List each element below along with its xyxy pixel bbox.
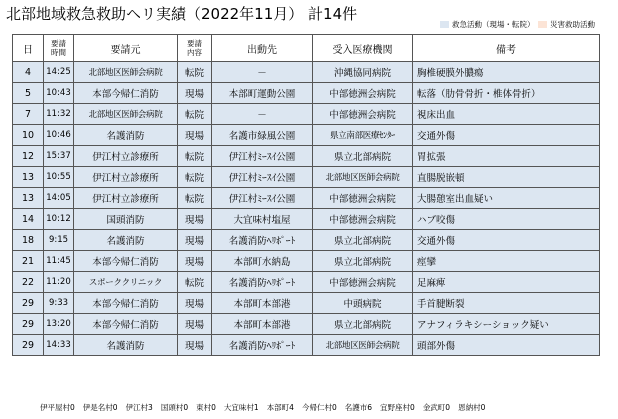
page-title: 北部地域救急救助ヘリ実績（2022年11月） 計14件 — [6, 5, 358, 23]
cell-notes: アナフィラキシーショック疑い — [413, 314, 600, 335]
municipality-count: 今帰仁村0 — [301, 403, 337, 412]
legend-label-disaster: 災害救助活動 — [550, 20, 595, 29]
header-hospital: 受入医療機関 — [313, 35, 413, 62]
cell-notes: ハブ咬傷 — [413, 209, 600, 230]
municipality-count: 東村0 — [196, 403, 216, 412]
cell-destination: 名護消防ﾍﾘﾎﾟｰﾄ — [212, 272, 313, 293]
municipality-count: 伊江村3 — [125, 403, 153, 412]
cell-notes: 転落（肋骨骨折・椎体骨折） — [413, 83, 600, 104]
cell-destination: 本部町本部港 — [212, 293, 313, 314]
cell-time: 10:55 — [44, 167, 74, 188]
table-row — [13, 62, 600, 83]
municipality-count: 恩納村0 — [458, 403, 486, 412]
cell-notes: 大腸憩室出血疑い — [413, 188, 600, 209]
cell-day: 4 — [13, 62, 44, 83]
cell-hospital: 県立北部病院 — [313, 314, 413, 335]
cell-content: 転院 — [178, 272, 212, 293]
cell-day: 12 — [13, 146, 44, 167]
cell-destination: 伊江村ﾐｰｽｲ公園 — [212, 146, 313, 167]
cell-day: 13 — [13, 188, 44, 209]
cell-destination: 伊江村ﾐｰｽｲ公園 — [212, 188, 313, 209]
cell-requester: 伊江村立診療所 — [74, 188, 178, 209]
cell-content: 現場 — [178, 83, 212, 104]
table-row — [13, 83, 600, 104]
cell-day: 18 — [13, 230, 44, 251]
cell-requester: 国頭消防 — [74, 209, 178, 230]
cell-destination: 名護消防ﾍﾘﾎﾟｰﾄ — [212, 230, 313, 251]
cell-destination: 伊江村ﾐｰｽｲ公園 — [212, 167, 313, 188]
header-notes: 備考 — [413, 35, 600, 62]
cell-day: 29 — [13, 335, 44, 356]
cell-time: 10:46 — [44, 125, 74, 146]
cell-requester: 北部地区医師会病院 — [74, 104, 178, 125]
table-row — [13, 230, 600, 251]
municipality-count: 大宜味村1 — [223, 403, 259, 412]
municipality-count: 国頭村0 — [160, 403, 189, 412]
cell-notes: 視床出血 — [413, 104, 600, 125]
municipality-count: 金武町0 — [422, 403, 451, 412]
cell-content: 現場 — [178, 335, 212, 356]
table-row — [13, 104, 600, 125]
cell-hospital: 県立北部病院 — [313, 146, 413, 167]
table-row — [13, 209, 600, 230]
legend-swatch-rescue — [440, 21, 449, 28]
cell-notes: 手首腱断裂 — [413, 293, 600, 314]
table-row — [13, 314, 600, 335]
table-row — [13, 335, 600, 356]
cell-requester: 伊江村立診療所 — [74, 167, 178, 188]
cell-hospital: 中部徳洲会病院 — [313, 188, 413, 209]
cell-time: 13:20 — [44, 314, 74, 335]
cell-destination: 名護市緑風公園 — [212, 125, 313, 146]
cell-requester: 本部今帰仁消防 — [74, 314, 178, 335]
cell-day: 7 — [13, 104, 44, 125]
table-header-row — [13, 35, 600, 62]
cell-day: 29 — [13, 293, 44, 314]
cell-hospital: 県立南部医療ｾﾝﾀｰ — [313, 125, 413, 146]
cell-notes: 足麻痺 — [413, 272, 600, 293]
cell-day: 10 — [13, 125, 44, 146]
cell-notes: 胸椎硬膜外膿瘍 — [413, 62, 600, 83]
cell-time: 11:32 — [44, 104, 74, 125]
header-day: 日 — [13, 35, 44, 62]
table-row — [13, 251, 600, 272]
header-requester: 要請元 — [74, 35, 178, 62]
cell-hospital: 北部地区医師会病院 — [313, 335, 413, 356]
cell-requester: 名護消防 — [74, 230, 178, 251]
municipality-count: 伊是名村0 — [82, 403, 118, 412]
cell-requester: 名護消防 — [74, 335, 178, 356]
cell-requester: 本部今帰仁消防 — [74, 293, 178, 314]
cell-content: 現場 — [178, 125, 212, 146]
cell-requester: 本部今帰仁消防 — [74, 251, 178, 272]
municipality-counts — [40, 402, 485, 413]
cell-hospital: 中部徳洲会病院 — [313, 209, 413, 230]
cell-destination: － — [212, 62, 313, 83]
cell-time: 9:15 — [44, 230, 74, 251]
cell-notes: 直腸脱嵌頓 — [413, 167, 600, 188]
cell-requester: スポーククリニック — [74, 272, 178, 293]
cell-requester: 北部地区医師会病院 — [74, 62, 178, 83]
cell-day: 5 — [13, 83, 44, 104]
cell-time: 14:33 — [44, 335, 74, 356]
cell-destination: － — [212, 104, 313, 125]
cell-hospital: 中部徳洲会病院 — [313, 104, 413, 125]
cell-content: 現場 — [178, 209, 212, 230]
table-row — [13, 272, 600, 293]
municipality-count: 本部町4 — [266, 403, 294, 412]
cell-requester: 伊江村立診療所 — [74, 146, 178, 167]
header-destination: 出動先 — [212, 35, 313, 62]
cell-time: 11:20 — [44, 272, 74, 293]
cell-content: 現場 — [178, 293, 212, 314]
legend-label-rescue: 救急活動（現場・転院） — [452, 20, 535, 29]
cell-hospital: 中頭病院 — [313, 293, 413, 314]
municipality-count: 宜野座村0 — [380, 403, 415, 412]
table-row — [13, 188, 600, 209]
cell-hospital: 北部地区医師会病院 — [313, 167, 413, 188]
table-row — [13, 293, 600, 314]
header-content: 要請 内容 — [178, 35, 212, 62]
cell-notes: 頭部外傷 — [413, 335, 600, 356]
cell-hospital: 県立北部病院 — [313, 230, 413, 251]
cell-time: 11:45 — [44, 251, 74, 272]
legend-swatch-disaster — [538, 21, 547, 28]
cell-day: 13 — [13, 167, 44, 188]
cell-hospital: 中部徳洲会病院 — [313, 272, 413, 293]
cell-content: 現場 — [178, 251, 212, 272]
cell-notes: 交通外傷 — [413, 125, 600, 146]
cell-destination: 大宜味村塩屋 — [212, 209, 313, 230]
header-time: 要請 時間 — [44, 35, 74, 62]
cell-destination: 本部町本部港 — [212, 314, 313, 335]
municipality-count: 伊平屋村0 — [40, 403, 75, 412]
cell-content: 転院 — [178, 167, 212, 188]
cell-day: 21 — [13, 251, 44, 272]
cell-content: 転院 — [178, 62, 212, 83]
cell-day: 22 — [13, 272, 44, 293]
cell-destination: 本部町運動公園 — [212, 83, 313, 104]
cell-hospital: 中部徳洲会病院 — [313, 83, 413, 104]
cell-time: 15:37 — [44, 146, 74, 167]
dispatch-table — [12, 34, 600, 356]
municipality-count: 名護市6 — [344, 403, 373, 412]
cell-time: 14:25 — [44, 62, 74, 83]
cell-notes: 胃拡張 — [413, 146, 600, 167]
cell-day: 14 — [13, 209, 44, 230]
table-row — [13, 146, 600, 167]
cell-destination: 名護消防ﾍﾘﾎﾟｰﾄ — [212, 335, 313, 356]
table-row — [13, 125, 600, 146]
cell-content: 転院 — [178, 104, 212, 125]
cell-requester: 名護消防 — [74, 125, 178, 146]
table-row — [13, 167, 600, 188]
legend-disaster — [538, 19, 595, 30]
cell-time: 14:05 — [44, 188, 74, 209]
cell-time: 10:12 — [44, 209, 74, 230]
cell-day: 29 — [13, 314, 44, 335]
cell-content: 現場 — [178, 314, 212, 335]
cell-time: 10:43 — [44, 83, 74, 104]
cell-time: 9:33 — [44, 293, 74, 314]
cell-content: 転院 — [178, 146, 212, 167]
cell-requester: 本部今帰仁消防 — [74, 83, 178, 104]
cell-notes: 交通外傷 — [413, 230, 600, 251]
cell-destination: 本部町水納島 — [212, 251, 313, 272]
cell-hospital: 沖縄協同病院 — [313, 62, 413, 83]
cell-content: 転院 — [178, 188, 212, 209]
cell-notes: 痙攣 — [413, 251, 600, 272]
legend-rescue — [440, 19, 535, 30]
cell-hospital: 県立北部病院 — [313, 251, 413, 272]
cell-content: 現場 — [178, 230, 212, 251]
